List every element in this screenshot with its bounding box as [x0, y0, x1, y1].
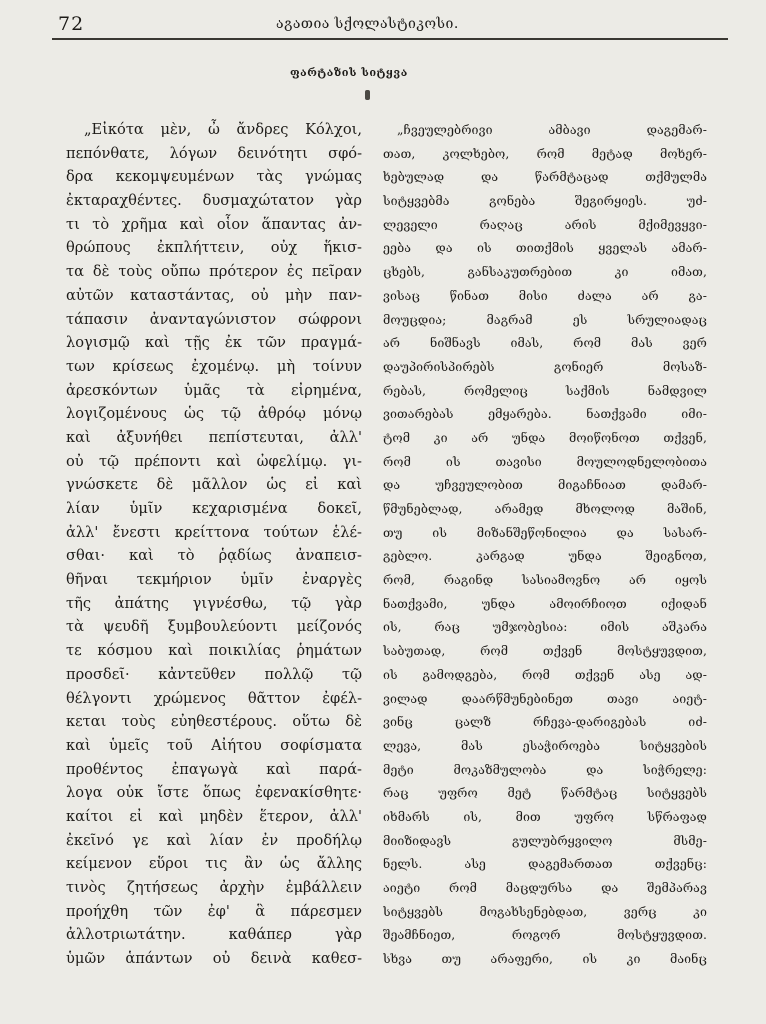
text-line: προσδεῖ· κἀντεῦθεν πολλῷ τῷ: [66, 665, 362, 683]
text-line: იხმარს ის, მით უფრო სწრაფად: [383, 808, 707, 824]
text-line: თათ, კოლხებო, რომ მეტად მოხერ-: [383, 145, 707, 161]
text-line: πεπόνθατε, λόγων δεινότητι σφό-: [66, 144, 362, 162]
text-line: სიტყვებს მოგახსენებდათ, ვერც კი: [383, 903, 707, 919]
text-line: შეამჩნიეთ, როგორ მოსტყუვდით.: [383, 927, 707, 943]
text-line: და უჩვეულობით მიგაჩნიათ დამარ-: [383, 477, 707, 493]
text-line: რებას, რომელიც საქმის ნამდვილ: [383, 382, 707, 398]
text-line: καὶ ὑμεῖς τοῦ Αἰήτου σοφίσματα: [66, 736, 362, 754]
text-line: θέλγοντι χρώμενος θᾶττον ἐφέλ-: [66, 689, 362, 707]
text-line: მიიზიდავს გულუბრყვილო მსმე-: [383, 832, 707, 848]
text-line: ὑμῶν ἁπάντων οὐ δεινὰ καθεσ-: [66, 950, 362, 968]
text-line: αὐτῶν καταστάντας, οὐ μὴν παν-: [66, 286, 362, 304]
running-head: აგათია სქოლასტიკოსი.: [276, 16, 459, 32]
text-line: ἀλλ' ἔνεστι κρείττονα τούτων ἑλέ-: [66, 523, 362, 541]
text-line: καὶ ἀξυνήθει πεπίστευται, ἀλλ': [66, 428, 362, 446]
header-rule: [52, 38, 728, 40]
text-line: წმუნებლად, არამედ მხოლოდ მაშინ,: [383, 501, 707, 516]
text-line: ეება და ის თითქმის ყველას ამარ-: [383, 240, 707, 256]
text-line: τα δὲ τοὺς οὔπω πρότερον ἐς πεῖραν: [66, 263, 362, 281]
text-line: ლევა, მას ესაჭიროება სიტყვების: [383, 737, 707, 753]
text-line: οὐ τῷ πρέποντι καὶ ὠφελίμῳ. γι-: [66, 452, 362, 470]
text-line: ვილად დაარწმუნებინეთ თავი აიეტ-: [383, 690, 707, 706]
text-line: ვითარებას ემყარება. ნათქვამი იმი-: [383, 406, 707, 422]
text-line: ვინც ცალზ რჩევა-დარიგებას იძ-: [383, 714, 707, 730]
text-line: დაუპირისპირებს გონიერ მოსაზ-: [383, 358, 707, 374]
text-line: მეტი მოკაზმულობა და სიჭრელე:: [383, 761, 707, 777]
text-line: προήχθη τῶν ἐφ' ἃ πάρεσμεν: [66, 902, 362, 920]
text-line: საბუთად, რომ თქვენ მოსტყუვდით,: [383, 643, 707, 659]
text-line: არ ნიშნავს იმას, რომ მას ვერ: [383, 335, 707, 351]
greek-text-column: [66, 118, 362, 971]
text-line: ის გამოდგება, რომ თქვენ ასე ად-: [383, 666, 707, 682]
page-number: 72: [58, 13, 85, 35]
text-line: θῆναι τεκμήριον ὑμῖν ἐναργὲς: [66, 571, 362, 589]
text-line: ის, რაც უმჯობესია: იმის აშკარა: [383, 619, 707, 635]
text-line: τινὸς ζητήσεως ἀρχὴν ἐμβάλλειν: [66, 879, 362, 896]
text-line: ἀρεσκόντων ὑμᾶς τὰ εἰρημένα,: [66, 381, 362, 399]
text-line: καίτοι εἰ καὶ μηδὲν ἕτερον, ἀλλ': [66, 807, 362, 825]
text-line: τὰ ψευδῆ ξυμβουλεύοντι μείζονός: [66, 618, 362, 636]
text-line: რაც უფრო მეტ წარმტაც სიტყვებს: [383, 785, 707, 801]
text-line: ἐκεῖνό γε καὶ λίαν ἐν προδήλῳ: [66, 831, 362, 849]
text-line: θρώπους ἐκπλήττειν, οὐχ ἥκισ-: [66, 239, 362, 257]
text-line: τε κόσμου καὶ ποικιλίας ῥημάτων: [66, 642, 362, 660]
text-line: რომ, რაგინდ სასიამოვნო არ იყოს: [383, 572, 707, 588]
text-line: ნელს. ასე დაგემართათ თქვენც:: [383, 856, 707, 872]
text-line: აიეტი რომ მაცდურსა და შემპარავ: [383, 880, 707, 895]
text-line: სხვა თუ არაფერი, ის კი მაინც: [383, 951, 707, 967]
text-line: των κρίσεως ἐχομένῳ. μὴ τοίνυν: [66, 357, 362, 375]
text-line: γνώσκετε δὲ μᾶλλον ὡς εἰ καὶ: [66, 476, 362, 494]
text-line: ლეველი რაღაც არის მქიმევყვი-: [383, 216, 707, 232]
text-line: τῆς ἀπάτης γιγνέσθω, τῷ γὰρ: [66, 594, 362, 612]
text-line: ხებულად და წარმტაცად თქმულმა: [383, 169, 707, 185]
text-line: προθέντος ἐπαγωγὰ καὶ παρά-: [66, 760, 362, 778]
text-line: ἐκταραχθέντες. δυσμαχώτατον γὰρ: [66, 192, 362, 210]
ornament-mark: [365, 90, 370, 100]
text-line: რომ ის თავისი მოულოდნელობითა: [383, 453, 707, 469]
georgian-text-column: [383, 118, 707, 971]
text-line: გებლო. კარგად უნდა შეიგნოთ,: [383, 548, 707, 564]
text-line: λογα οὐκ ἴστε ὅπως ἐφενακίσθητε·: [66, 784, 362, 802]
text-line: τι τὸ χρῆμα καὶ οἷον ἅπαντας ἀν-: [66, 215, 362, 233]
text-line: ნათქვამი, უნდა ამოირჩიოთ იქიდან: [383, 595, 707, 611]
text-line: λογιζομένους ὡς τῷ ἀθρόῳ μόνῳ: [66, 405, 362, 423]
text-line: ἀλλοτριωτάτην. καθάπερ γὰρ: [66, 926, 362, 944]
text-line: „ჩვეულებრივი ამბავი დაგემარ-: [397, 122, 707, 137]
text-line: κείμενον εὕροι τις ἂν ὡς ἄλλης: [66, 855, 362, 873]
text-line: ვისაც წინათ მისი ძალა არ გა-: [383, 287, 707, 303]
text-line: σθαι· καὶ τὸ ῥᾳδίως ἀναπεισ-: [66, 547, 362, 565]
section-title: ფარტაზის სიტყვა: [290, 66, 408, 79]
text-line: სიტყვებმა გონება შეგირყიეს. უძ-: [383, 193, 707, 209]
text-line: მოუცდია; მაგრამ ეს სრულიადაც: [383, 311, 707, 327]
text-line: „Εἰκότα μὲν, ὦ ἄνδρες Κόλχοι,: [84, 121, 362, 138]
text-line: λίαν ὑμῖν κεχαρισμένα δοκεῖ,: [66, 500, 362, 517]
text-line: ტომ კი არ უნდა მოიწონოთ თქვენ,: [383, 429, 707, 445]
text-line: λογισμῷ καὶ τῇς ἐκ τῶν πραγμά-: [66, 334, 362, 352]
text-line: δρα κεκομψευμένων τὰς γνώμας: [66, 168, 362, 186]
page-header: [36, 6, 730, 40]
text-line: τάπασιν ἀνανταγώνιστον σώφρονι: [66, 310, 362, 328]
text-line: ცხებს, განსაკუთრებით კი იმათ,: [383, 264, 707, 280]
text-line: κεται τοὺς εὐηθεστέρους. οὕτω δὲ: [66, 713, 362, 731]
text-line: თუ ის მიზანშეწონილია და სასარ-: [383, 524, 707, 540]
